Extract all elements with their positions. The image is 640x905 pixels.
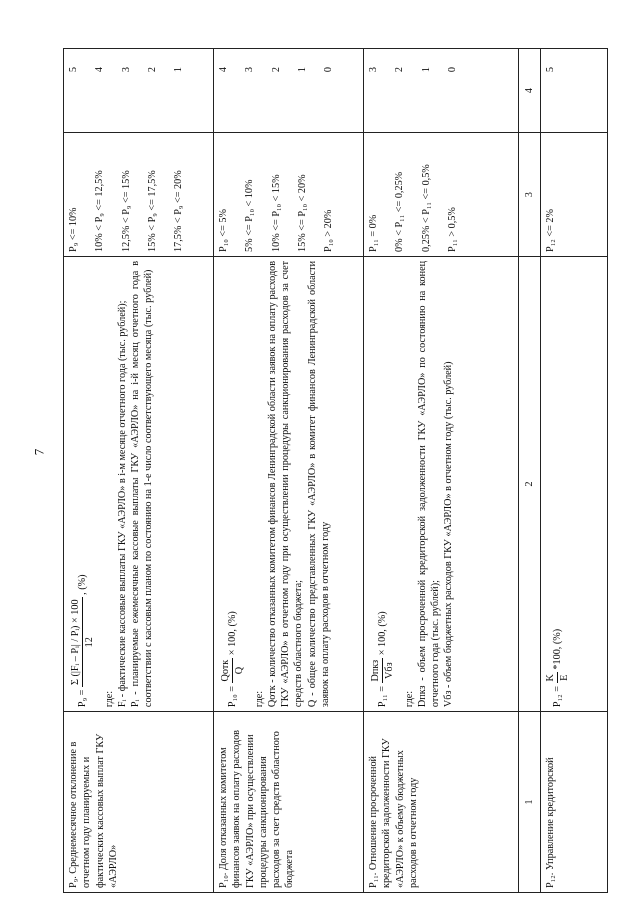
criteria-cell (364, 133, 519, 257)
where-label: где: (253, 690, 265, 708)
criterion: 10% < P₉ <= 12,5% (94, 170, 106, 252)
formula (69, 261, 97, 707)
formula-denominator: Vбз (384, 662, 396, 679)
criterion: 17,5% < P₉ <= 20% (173, 170, 184, 252)
indicator-text: P₁₁. Отношение просроченной кредиторской задолженности ГКУ «АЭРЛО» к объему бюджетных расходов в отчетном году (368, 738, 419, 888)
points-value: 3 (368, 67, 379, 73)
formula-denominator: Q (234, 666, 246, 675)
formula (369, 261, 397, 707)
table-row-p9 (64, 49, 214, 893)
formula-fraction (544, 672, 572, 683)
indicator-cell (214, 712, 364, 893)
criterion: 0% < P₁₁ <= 0,25% (394, 171, 406, 252)
table-row-p12 (541, 49, 608, 893)
criteria-cell (214, 133, 364, 257)
indicator-text: P₁₀. Доля отказанных комитетом финансов заявок на оплату расходов ГКУ «АЭРЛО» при осуществлении процедуры санкционирования расходов за счет средств областного бюджета (218, 730, 296, 888)
formula-tail: × 100, (%) (377, 611, 389, 656)
definition: Fᵢ - фактические кассовые выплаты ГКУ «АЭРЛО» в i-м месяце отчетного года (тыс. рублей); (116, 300, 128, 708)
column-number: 1 (519, 712, 541, 893)
formula-lhs: P₁₁ = (377, 686, 389, 708)
points-value: 1 (173, 67, 184, 73)
criterion: P₁₁ = 0% (368, 214, 379, 252)
criteria-cell (64, 133, 214, 257)
where-label: где: (103, 690, 115, 708)
criterion: P₁₁ > 0,5% (446, 207, 458, 252)
formula-tail: , (%) (77, 574, 89, 595)
formula-lhs: P₁₀ = (227, 686, 239, 708)
points-value: 3 (244, 67, 256, 73)
criterion: 10% <= P₁₀ < 15% (270, 174, 282, 252)
formula-cell (64, 256, 214, 711)
column-number: 2 (519, 256, 541, 711)
formula-fraction (219, 658, 247, 684)
formula-tail: × 100, (%) (227, 611, 239, 656)
indicator-cell (64, 712, 214, 893)
formula-fraction (369, 658, 397, 684)
points-cell (364, 49, 519, 133)
indicator-cell (541, 712, 608, 893)
column-numbers-row (519, 49, 541, 893)
indicator-text: P₉. Среднемесячное отклонение в отчетном году планируемых и фактических кассовых выплат ГКУ «АЭРЛО» (68, 733, 119, 888)
table-row-p11 (364, 49, 519, 893)
points-value: 1 (420, 67, 432, 73)
criterion: P₉ <= 10% (68, 207, 79, 252)
criterion: 15% < P₉ <= 17,5% (146, 170, 158, 252)
definition: Pᵢ - планируемые ежемесячные кассовые выплаты ГКУ «АЭРЛО» на i-й месяц отчетного года в соответствии с кассовым планом по состоянию на 1-е число соответствующего месяца (тыс. рублей) (130, 260, 155, 708)
points-value: 5 (545, 67, 556, 73)
definition: Q - общее количество представленных ГКУ «АЭРЛО» в комитет финансов Ленинградской области заявок на оплату расходов в отчетном году (306, 260, 331, 708)
column-number: 4 (519, 49, 541, 133)
criterion: P₁₀ <= 5% (218, 209, 229, 252)
points-value: 1 (296, 67, 308, 73)
definition: Dпкз - объем просроченной кредиторской задолженности ГКУ «АЭРЛО» по состоянию на конец отчетного года (тыс. рублей); (416, 260, 441, 708)
points-value: 2 (394, 67, 406, 73)
formula-fraction (69, 597, 97, 687)
criterion: 12,5% < P₉ <= 15% (120, 170, 132, 252)
formula (219, 261, 247, 707)
formula-cell (214, 256, 364, 711)
points-cell (64, 49, 214, 133)
formula-denominator: E (559, 674, 571, 681)
criterion: 15% <= P₁₀ < 20% (296, 174, 308, 252)
points-value: 2 (270, 67, 282, 73)
indicator-text: P₁₂. Управление кредиторской (545, 757, 556, 888)
formula-cell (364, 256, 519, 711)
points-value: 0 (323, 67, 334, 73)
indicators-table (63, 48, 608, 893)
formula-cell (541, 256, 608, 711)
points-value: 5 (68, 67, 79, 73)
formula-numerator: Qотк (219, 658, 233, 684)
points-value: 4 (218, 67, 229, 73)
formula-lhs: P₁₂ = (552, 686, 564, 708)
definition: Vбз - объем бюджетных расходов ГКУ «АЭРЛО» в отчетном году (тыс. рублей) (443, 361, 455, 708)
points-value: 2 (146, 67, 158, 73)
table-row-p10 (214, 49, 364, 893)
formula-lhs: P₉ = (77, 689, 89, 708)
column-number: 3 (519, 133, 541, 257)
formula-denominator: 12 (84, 637, 96, 648)
criteria-cell (541, 133, 608, 257)
indicator-cell (364, 712, 519, 893)
points-cell (541, 49, 608, 133)
points-value: 0 (446, 67, 458, 73)
formula-numerator: Dпкз (369, 658, 383, 684)
points-value: 4 (94, 67, 106, 73)
where-label: где: (403, 690, 415, 708)
criterion: 0,25% < P₁₁ <= 0,5% (420, 164, 432, 252)
criterion: P₁₀ > 20% (323, 209, 334, 252)
definition: Qотк - количество отказанных комитетом финансов Ленинградской области заявок на оплату расходов ГКУ «АЭРЛО» в отчетном году при осуществлении процедуры санкционирования расходов за счет средств областного бюджета; (266, 260, 305, 708)
formula-numerator: Σ (|Fᵢ – Pᵢ| / Pᵢ) × 100 (69, 597, 83, 687)
page-number: 7 (31, 448, 47, 456)
criterion: P₁₂ <= 2% (545, 209, 556, 252)
points-value: 3 (120, 67, 132, 73)
points-cell (214, 49, 364, 133)
rotated-table-container (63, 48, 608, 893)
formula-tail: *100, (%) (552, 628, 564, 670)
formula-numerator: K (544, 672, 558, 683)
criterion: 5% <= P₁₀ < 10% (244, 179, 256, 252)
